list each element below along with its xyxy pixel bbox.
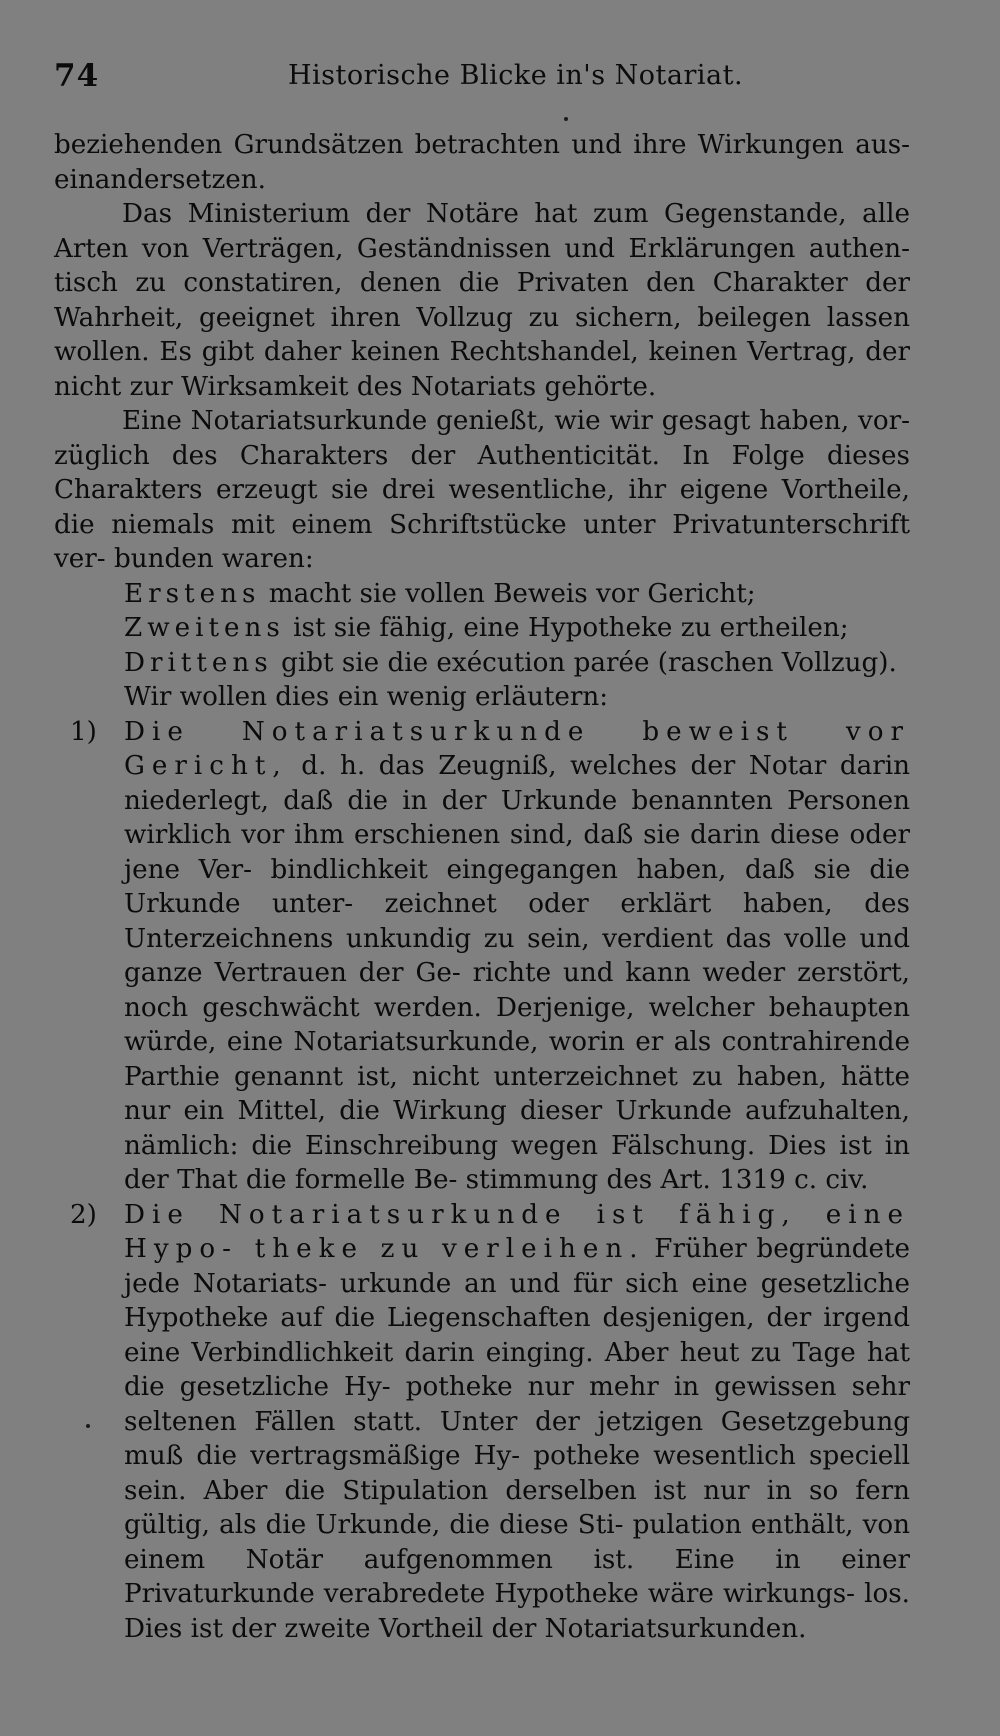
item-number: 1) xyxy=(70,716,97,747)
page-header xyxy=(54,58,910,102)
advantage-lead: Zweitens xyxy=(124,613,285,643)
advantage-first xyxy=(54,577,910,612)
advantage-lead: Erstens xyxy=(124,578,261,609)
advantage-lead: Drittens xyxy=(124,647,273,678)
paragraph-authenticity: Eine Notariatsurkunde genießt, wie wir gesagt haben, vor- züglich des Charakters der Authenticität. In Folge dieses Charakters erzeugt sie drei wesentliche, ihr eigene Vortheile, die niemals mit einem Schriftstücke unter Privatunterschrift ver- bunden waren: xyxy=(54,406,910,574)
advantage-text: macht sie vollen Beweis vor Gericht; xyxy=(260,578,756,609)
item-text: d. h. das Zeugniß, welches der Notar darin niederlegt, daß die in der Urkunde benannten Personen wirklich vor ihm erschienen sind, daß sie darin diese oder jene Ver- bindlichkeit eingegangen haben, daß sie die Urkunde unter- zeichnet oder erklärt haben, des Unterzeichnens unkundig zu sein, verdient das volle und ganze Vertrauen der Ge- richte und kann weder zerstört, noch geschwächt werden. Derjenige, welcher behaupten würde, eine Notariatsurkunde, worin er als contrahirende Parthie genannt ist, nicht unterzeichnet zu haben, hätte nur ein Mittel, die Wirkung dieser Urkunde aufzuhalten, nämlich: die Einschreibung wegen Fälschung. Dies ist in der That die formelle Be- stimmung des Art. 1319 c. civ. xyxy=(124,751,910,1195)
advantage-text: ist sie fähig, eine Hypotheke zu ertheilen; xyxy=(284,613,849,643)
body-text xyxy=(54,128,910,1646)
item-heading: Die Notariatsurkunde ist fähig, eine Hypo- theke zu verleihen. xyxy=(124,1199,910,1264)
paragraph-continuation: beziehenden Grundsätzen betrachten und ihre Wirkungen aus- einandersetzen. xyxy=(54,130,910,195)
advantage-text: gibt sie die exécution parée (raschen Vollzug). xyxy=(272,647,897,678)
page-number: 74 xyxy=(54,58,100,94)
advantage-second xyxy=(54,611,910,646)
ink-speck xyxy=(564,117,568,121)
numbered-item-2 xyxy=(54,1198,910,1647)
advantage-third xyxy=(54,646,910,681)
closing-intro: Wir wollen dies ein wenig erläutern: xyxy=(124,682,609,712)
item-text: Früher begründete jede Notariats- urkunde an und für sich eine gesetzliche Hypotheke auf die Liegenschaften desjenigen, der irgend eine Verbindlichkeit darin einging. Aber heut zu Tage hat die gesetzliche Hy- potheke nur mehr in gewissen sehr seltenen Fällen statt. Unter der jetzigen Gesetzgebung muß die vertragsmäßige Hy- potheke wesentlich speciell sein. Aber die Stipulation derselben ist nur in so fern gültig, als die Urkunde, die diese Sti- pulation enthält, von einem Notär aufgenommen ist. Eine in einer Privaturkunde verabredete Hypotheke wäre wirkungs- los. Dies ist der zweite Vortheil der Notariatsurkunden. xyxy=(124,1234,910,1644)
numbered-item-1 xyxy=(54,715,910,1198)
item-number: 2) xyxy=(70,1199,97,1230)
running-title: Historische Blicke in's Notariat. xyxy=(288,60,744,91)
item-heading: Die Notariatsurkunde beweist vor Gericht, xyxy=(124,716,910,781)
paragraph-ministry: Das Ministerium der Notäre hat zum Gegenstande, alle Arten von Verträgen, Geständnissen und Erklärungen authen- tisch zu constatiren, denen die Privaten den Charakter der Wahrheit, geeignet ihren Vollzug zu sichern, beilegen lassen wollen. Es gibt daher keinen Rechtshandel, keinen Vertrag, der nicht zur Wirksamkeit des Notariats gehörte. xyxy=(54,199,910,402)
